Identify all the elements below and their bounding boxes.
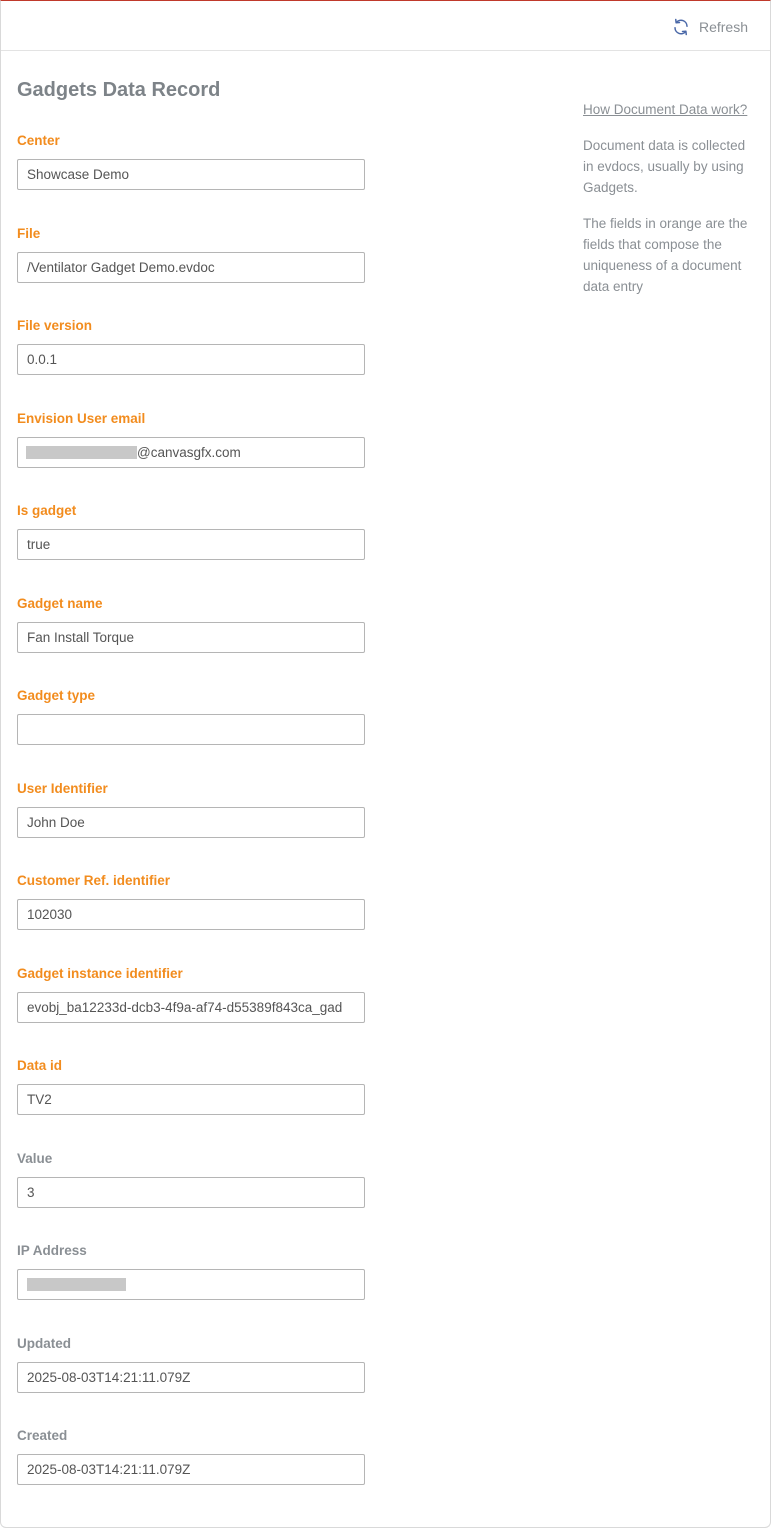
data-id-field[interactable] [17,1084,365,1115]
field-updated [17,1335,365,1428]
user-identifier-field[interactable] [17,807,365,838]
center-value: Showcase Demo [27,167,130,182]
help-link[interactable]: How Document Data work? [583,102,748,117]
field-user-identifier [17,780,365,873]
gadget-type-field[interactable] [17,714,365,745]
help-paragraph-2: The fields in orange are the fields that compose the uniqueness of a document data entry [583,216,748,294]
is-gadget-label: Is gadget [17,503,77,518]
file-field[interactable] [17,252,365,283]
center-field[interactable] [17,159,365,190]
help-paragraph-1: Document data is collected in evdocs, usually by using Gadgets. [583,138,746,195]
field-gadget-instance [17,965,365,1058]
updated-value: 2025-08-03T14:21:11.079Z [27,1369,191,1385]
ip-address-field[interactable] [17,1269,365,1300]
field-user-email [17,410,365,503]
user-email-label: Envision User email [17,410,146,426]
customer-ref-value: 102030 [27,907,73,922]
file-version-value: 0.0.1 [27,352,58,367]
field-file-version [17,317,365,410]
top-toolbar [1,1,770,51]
value-field[interactable] [17,1177,365,1208]
is-gadget-field[interactable] [17,529,365,560]
ip-address-label: IP Address [17,1243,87,1258]
redacted-block [26,446,137,459]
file-version-label: File version [17,318,93,333]
gadget-instance-field[interactable] [17,992,365,1023]
refresh-button[interactable] [672,16,748,38]
field-center [17,132,365,225]
field-value [17,1150,365,1243]
refresh-label: Refresh [698,19,748,35]
gadget-instance-value: evobj_ba12233d-dcb3-4f9a-af74-d55389f843ca_gad [27,999,343,1015]
value-label: Value [17,1150,53,1166]
file-value: /Ventilator Gadget Demo.evdoc [27,259,215,275]
help-panel [583,99,753,297]
field-gadget-name [17,595,365,688]
created-value: 2025-08-03T14:21:11.079Z [27,1462,191,1477]
customer-ref-field[interactable] [17,899,365,930]
field-file [17,225,365,318]
center-label: Center [17,133,60,148]
gadget-name-label: Gadget name [17,595,103,611]
user-email-domain: @canvasgfx.com [137,444,241,460]
refresh-icon [672,18,690,36]
page-title: Gadgets Data Record [17,79,221,101]
gadget-instance-label: Gadget instance identifier [17,965,183,981]
redacted-block [27,1278,126,1291]
user-email-field[interactable] [17,437,365,468]
gadget-type-label: Gadget type [17,688,96,703]
file-version-field[interactable] [17,344,365,375]
file-label: File [17,225,41,241]
is-gadget-value: true [27,537,51,552]
record-fields [17,132,365,1520]
updated-field[interactable] [17,1362,365,1393]
field-ip-address [17,1242,365,1335]
data-id-value: TV2 [27,1092,52,1107]
customer-ref-label: Customer Ref. identifier [17,873,171,888]
data-id-label: Data id [17,1058,63,1073]
gadget-name-field[interactable] [17,622,365,653]
field-created [17,1427,365,1520]
created-field[interactable] [17,1454,365,1485]
user-identifier-label: User Identifier [17,780,108,796]
created-label: Created [17,1428,68,1443]
value-value: 3 [27,1184,35,1200]
field-data-id [17,1057,365,1150]
updated-label: Updated [17,1335,71,1351]
gadget-name-value: Fan Install Torque [27,629,135,645]
user-identifier-value: John Doe [27,814,85,830]
field-gadget-type [17,687,365,780]
field-is-gadget [17,502,365,595]
field-customer-ref [17,872,365,965]
